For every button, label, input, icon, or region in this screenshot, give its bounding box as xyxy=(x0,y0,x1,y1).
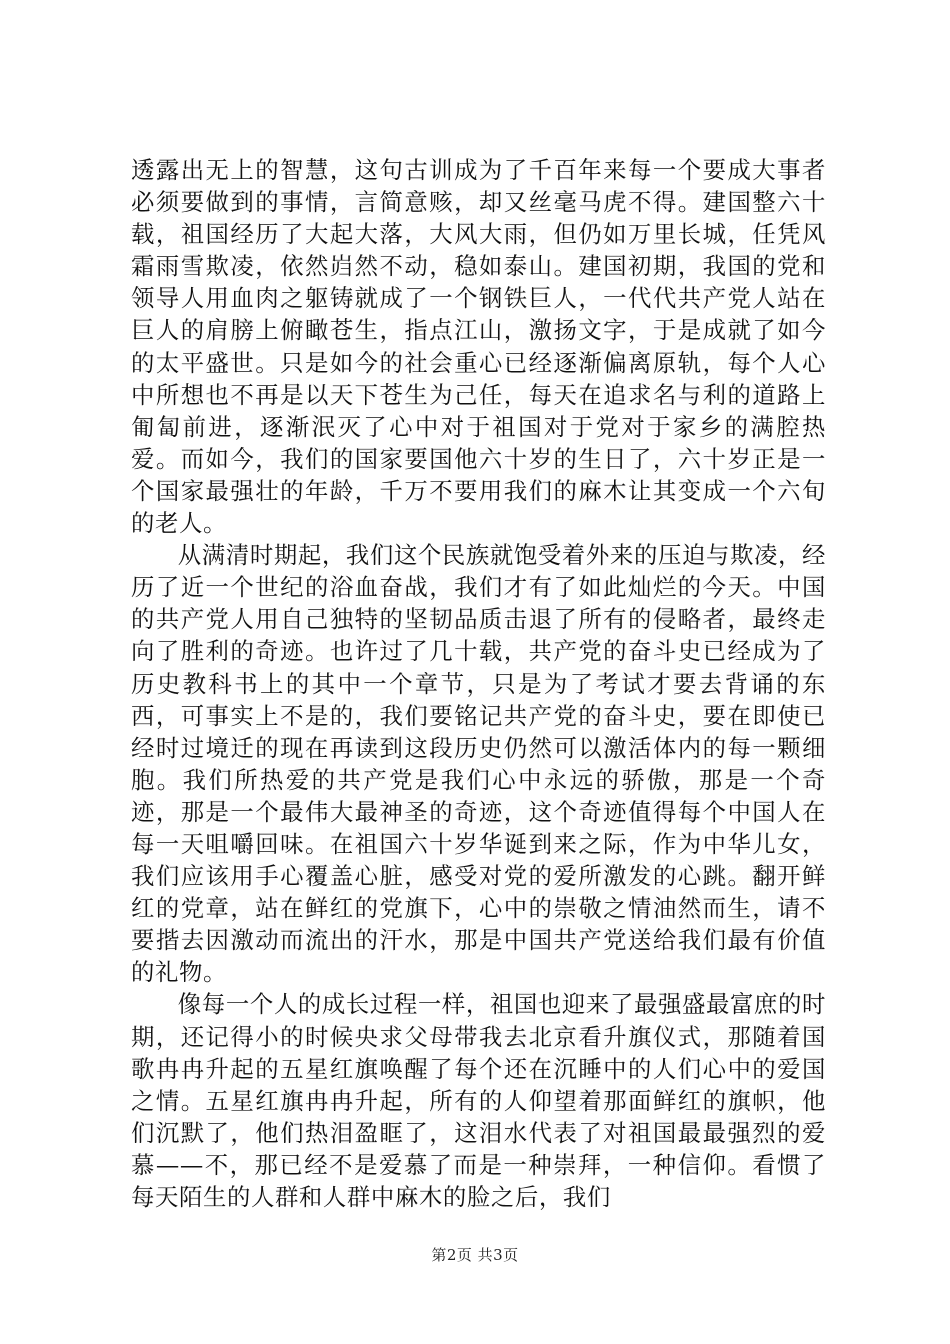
paragraph-1: 透露出无上的智慧，这句古训成为了千百年来每一个要成大事者必须要做到的事情，言简意赅，却又丝毫马虎不得。建国整六十载，祖国经历了大起大落，大风大雨，但仍如万里长城，任凭风霜雨雪欺凌，依然岿然不动，稳如泰山。建国初期，我国的党和领导人用血肉之躯铸就成了一个钢铁巨人，一代代共产党人站在巨人的肩膀上俯瞰苍生，指点江山，激扬文字，于是成就了如今的太平盛世。只是如今的社会重心已经逐渐偏离原轨，每个人心中所想也不再是以天下苍生为己任，每天在追求名与利的道路上匍匐前进，逐渐泯灭了心中对于祖国对于党对于家乡的满腔热爱。而如今，我们的国家要国他六十岁的生日了，六十岁正是一个国家最强壮的年龄，千万不要用我们的麻木让其变成一个六旬的老人。 xyxy=(131,156,826,538)
page-footer: 第2页 共3页 xyxy=(431,1246,519,1264)
document-body xyxy=(131,154,826,1213)
paragraph-3: 像每一个人的成长过程一样，祖国也迎来了最强盛最富庶的时期，还记得小的时候央求父母带我去北京看升旗仪式，那随着国歌冉冉升起的五星红旗唤醒了每个还在沉睡中的人们心中的爱国之情。五星红旗冉冉升起，所有的人仰望着那面鲜红的旗帜，他们沉默了，他们热泪盈眶了，这泪水代表了对祖国最最强烈的爱慕——不，那已经不是爱慕了而是一种崇拜，一种信仰。看惯了每天陌生的人群和人群中麻木的脸之后，我们 xyxy=(131,990,826,1211)
paragraph-2: 从满清时期起，我们这个民族就饱受着外来的压迫与欺凌，经历了近一个世纪的浴血奋战，我们才有了如此灿烂的今天。中国的共产党人用自己独特的坚韧品质击退了所有的侵略者，最终走向了胜利的奇迹。也许过了几十载，共产党的奋斗史已经成为了历史教科书上的其中一个章节，只是为了考试才要去背诵的东西，可事实上不是的，我们要铭记共产党的奋斗史，要在即使已经时过境迁的现在再读到这段历史仍然可以激活体内的每一颗细胞。我们所热爱的共产党是我们心中永远的骄傲，那是一个奇迹，那是一个最伟大最神圣的奇迹，这个奇迹值得每个中国人在每一天咀嚼回味。在祖国六十岁华诞到来之际，作为中华儿女，我们应该用手心覆盖心脏，感受对党的爱所激发的心跳。翻开鲜红的党章，站在鲜红的党旗下，心中的崇敬之情油然而生，请不要揩去因激动而流出的汗水，那是中国共产党送给我们最有价值的礼物。 xyxy=(131,541,826,987)
